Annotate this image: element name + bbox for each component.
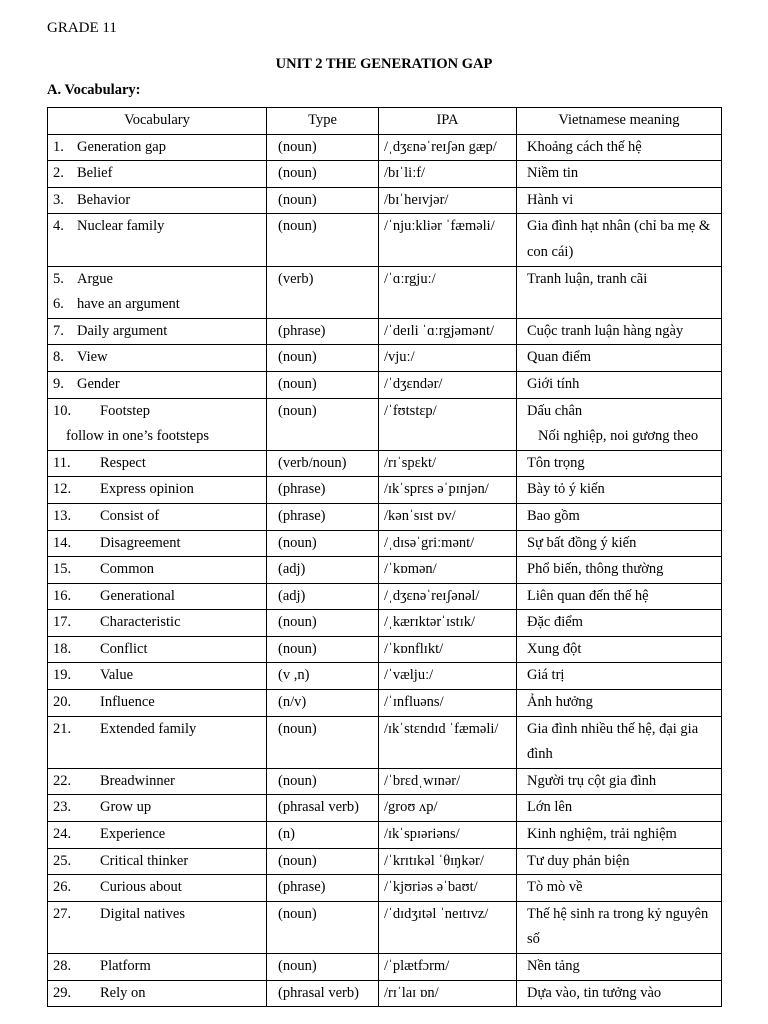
item-number: 17. [53,614,72,631]
vietnamese-meaning-cell [517,134,722,161]
vocabulary-cell [48,530,267,557]
vocabulary-cell [48,557,267,584]
vocabulary-line [53,795,266,821]
vocabulary-word: Common [100,561,154,578]
vocabulary-line [53,769,266,795]
vietnamese-meaning-cell [517,848,722,875]
vietnamese-meaning: Bao gồm [527,507,580,524]
vietnamese-meaning-cell [517,214,722,266]
type-cell: (verb) [267,266,379,318]
vocabulary-cell [48,795,267,822]
table-row [48,610,722,637]
ipa-cell: /ˈplætfɔrm/ [379,954,517,981]
table-row [48,980,722,1007]
vocabulary-cell [48,663,267,690]
vietnamese-meaning-cell [517,716,722,768]
ipa-cell: /rɪˈspɛkt/ [379,450,517,477]
vocabulary-word: Breadwinner [100,772,175,789]
table-row [48,503,722,530]
vocabulary-word: View [77,349,108,366]
vocabulary-table-body [48,108,722,1007]
vocabulary-word: Characteristic [100,614,181,631]
vocabulary-line [53,981,266,1007]
vietnamese-meaning: Dấu chân [527,402,583,419]
table-row [48,318,722,345]
vocabulary-cell [48,134,267,161]
table-row [48,768,722,795]
vietnamese-meaning-cell [517,187,722,214]
vietnamese-meaning-cell [517,954,722,981]
vietnamese-line [527,399,721,425]
ipa-cell: /vjuː/ [379,345,517,372]
vocabulary-cell [48,901,267,953]
type-cell: (verb/noun) [267,450,379,477]
vocabulary-cell [48,822,267,849]
vietnamese-line [527,424,721,450]
vietnamese-meaning-cell [517,345,722,372]
table-row [48,901,722,953]
ipa-cell: /ɪkˈstɛndɪd ˈfæməli/ [379,716,517,768]
vietnamese-meaning: Người trụ cột gia đình [527,772,657,789]
vocabulary-word: have an argument [77,296,180,313]
type-cell: (phrase) [267,503,379,530]
vocabulary-word: Generation gap [77,138,166,155]
item-number: 4. [53,218,64,235]
vietnamese-meaning-cell [517,161,722,188]
item-number: 3. [53,191,64,208]
item-number: 25. [53,852,72,869]
item-number: 13. [53,507,72,524]
vocabulary-cell [48,214,267,266]
vocabulary-word: Conflict [100,640,148,657]
vocabulary-word: Respect [100,454,146,471]
ipa-cell: /ˌdɪsəˈgriːmənt/ [379,530,517,557]
type-cell: (adj) [267,583,379,610]
vietnamese-meaning: Ảnh hưởng [527,694,593,711]
vietnamese-meaning-cell [517,583,722,610]
vocabulary-line [53,584,266,610]
vocabulary-line [53,188,266,214]
vocabulary-word: Extended family [100,720,197,737]
ipa-cell: /ˈbrɛdˌwɪnər/ [379,768,517,795]
vietnamese-meaning-cell [517,557,722,584]
vietnamese-meaning: Kinh nghiệm, trải nghiệm [527,826,677,843]
item-number: 26. [53,879,72,896]
vocabulary-cell [48,187,267,214]
vietnamese-meaning: Cuộc tranh luận hàng ngày [527,322,684,339]
vietnamese-meaning: Liên quan đến thế hệ [527,587,649,604]
item-number: 6. [53,296,64,313]
vocabulary-line [53,954,266,980]
item-number: 27. [53,905,72,922]
vocabulary-cell [48,980,267,1007]
ipa-cell: /bɪˈheɪvjər/ [379,187,517,214]
item-number: 24. [53,826,72,843]
ipa-cell: /ˈkɒmən/ [379,557,517,584]
vocabulary-cell [48,503,267,530]
item-number: 15. [53,561,72,578]
vietnamese-meaning: Sự bất đồng ý kiến [527,534,637,551]
type-cell: (noun) [267,214,379,266]
table-row [48,477,722,504]
vocabulary-word: Disagreement [100,534,181,551]
item-number: 14. [53,534,72,551]
vocabulary-cell [48,875,267,902]
vocabulary-word: Consist of [100,507,160,524]
table-row [48,875,722,902]
table-row [48,663,722,690]
type-cell: (n/v) [267,690,379,717]
table-row [48,161,722,188]
type-cell: (noun) [267,345,379,372]
vocabulary-line [53,135,266,161]
type-cell: (noun) [267,187,379,214]
vietnamese-meaning: Gia đình hạt nhân (chỉ ba mẹ & con cái) [527,218,711,260]
vocabulary-word: Nuclear family [77,218,165,235]
vietnamese-meaning-cell [517,663,722,690]
item-number: 9. [53,375,64,392]
vietnamese-meaning: Giá trị [527,667,565,684]
ipa-cell: /ˈdʒɛndər/ [379,371,517,398]
vocabulary-word: Rely on [100,984,146,1001]
vocabulary-line [53,557,266,583]
item-number: 12. [53,481,72,498]
type-cell: (noun) [267,134,379,161]
vocabulary-word: Value [100,667,134,684]
vocabulary-word: Daily argument [77,322,168,339]
unit-title [0,56,768,73]
vocabulary-line [53,345,266,371]
vietnamese-meaning: Bày tỏ ý kiến [527,481,605,498]
type-cell: (noun) [267,954,379,981]
section-title: A. Vocabulary: [47,82,141,98]
table-row [48,398,722,450]
vocabulary-line [53,610,266,636]
vocabulary-line [53,902,266,928]
ipa-cell: /ˈvæljuː/ [379,663,517,690]
header-ipa: IPA [379,108,517,135]
table-row [48,848,722,875]
vocabulary-line [53,451,266,477]
vietnamese-meaning-cell [517,503,722,530]
ipa-cell: /ˈɑːrgjuː/ [379,266,517,318]
type-cell: (noun) [267,530,379,557]
vietnamese-meaning: Dựa vào, tin tưởng vào [527,984,662,1001]
vietnamese-meaning: Đặc điểm [527,614,583,631]
vocabulary-line [53,690,266,716]
type-cell: (noun) [267,371,379,398]
table-row [48,557,722,584]
table-row [48,345,722,372]
ipa-cell: /ˈɪnfluəns/ [379,690,517,717]
type-cell: (noun) [267,768,379,795]
header-vocabulary: Vocabulary [48,108,267,135]
vietnamese-meaning: Khoảng cách thế hệ [527,138,642,155]
vocabulary-line [53,663,266,689]
type-cell: (noun) [267,901,379,953]
ipa-cell: /ˈkjʊriəs əˈbaʊt/ [379,875,517,902]
vocabulary-cell [48,848,267,875]
grade-label: GRADE 11 [47,20,117,36]
vietnamese-meaning-cell [517,477,722,504]
type-cell: (phrase) [267,318,379,345]
ipa-cell: /ɪkˈsprɛs əˈpɪnjən/ [379,477,517,504]
vocabulary-cell [48,610,267,637]
type-cell: (adj) [267,557,379,584]
vocabulary-word: Footstep [100,402,150,419]
vietnamese-meaning-cell [517,610,722,637]
vocabulary-line [53,849,266,875]
vocabulary-cell [48,716,267,768]
vocabulary-word: Experience [100,826,166,843]
item-number: 2. [53,165,64,182]
vocabulary-word: Critical thinker [100,852,189,869]
table-row [48,954,722,981]
item-number: 18. [53,640,72,657]
table-row [48,214,722,266]
vocabulary-line [53,267,266,293]
ipa-cell: /kənˈsɪst ɒv/ [379,503,517,530]
table-row [48,187,722,214]
vietnamese-meaning: Giới tính [527,375,580,392]
ipa-cell: /rɪˈlaɪ ɒn/ [379,980,517,1007]
ipa-cell: /ˈkɒnflɪkt/ [379,636,517,663]
vietnamese-meaning-cell [517,822,722,849]
type-cell: (v ,n) [267,663,379,690]
vocabulary-line [53,372,266,398]
type-cell: (noun) [267,398,379,450]
ipa-cell: /ˈnjuːkliər ˈfæməli/ [379,214,517,266]
item-number: 5. [53,270,64,287]
vietnamese-meaning-cell [517,450,722,477]
vocabulary-line [53,161,266,187]
vietnamese-meaning-cell [517,266,722,318]
vocabulary-cell [48,477,267,504]
item-number: 22. [53,772,72,789]
header-vietnamese-meaning: Vietnamese meaning [517,108,722,135]
table-row [48,134,722,161]
item-number: 29. [53,984,72,1001]
vocabulary-cell [48,583,267,610]
vocabulary-line [53,822,266,848]
vocabulary-word: Digital natives [100,905,185,922]
item-number: 1. [53,138,64,155]
vietnamese-meaning: Xung đột [527,640,582,657]
table-row [48,822,722,849]
vietnamese-meaning: Gia đình nhiều thế hệ, đại gia đình [527,720,699,763]
type-cell: (noun) [267,161,379,188]
vietnamese-meaning: Tôn trọng [527,454,585,471]
vietnamese-meaning-cell [517,768,722,795]
vietnamese-meaning: Phổ biến, thông thường [527,561,664,578]
vocabulary-line [53,637,266,663]
vocabulary-word: Curious about [100,879,182,896]
vietnamese-meaning: Niềm tin [527,165,579,182]
ipa-cell: /ˈkrɪtɪkəl ˈθɪŋkər/ [379,848,517,875]
vocabulary-word: follow in one’s footsteps [66,428,209,445]
type-cell: (noun) [267,636,379,663]
ipa-cell: /groʊ ʌp/ [379,795,517,822]
vocabulary-word: Behavior [77,191,131,208]
item-number: 11. [53,454,71,471]
unit-title-text: UNIT 2 THE GENERATION GAP [275,56,493,72]
vocabulary-line [53,319,266,345]
ipa-cell: /bɪˈliːf/ [379,161,517,188]
table-row [48,583,722,610]
type-cell: (phrase) [267,875,379,902]
vocabulary-cell [48,450,267,477]
vocabulary-line [53,399,266,425]
vocabulary-table [47,107,722,1007]
vocabulary-word: Grow up [100,799,152,816]
item-number: 23. [53,799,72,816]
vocabulary-cell [48,318,267,345]
item-number: 16. [53,587,72,604]
vocabulary-word: Belief [77,165,113,182]
type-cell: (phrase) [267,477,379,504]
table-row [48,530,722,557]
item-number: 8. [53,349,64,366]
table-row [48,690,722,717]
vocabulary-line [53,477,266,503]
vocabulary-line [53,424,266,450]
ipa-cell: /ˈdeɪli ˈɑːrgjəmənt/ [379,318,517,345]
vocabulary-word: Generational [100,587,175,604]
vietnamese-meaning: Hành vi [527,191,574,208]
vietnamese-meaning-cell [517,690,722,717]
vietnamese-meaning-cell [517,901,722,953]
table-header-row [48,108,722,135]
vietnamese-meaning-cell [517,530,722,557]
vietnamese-meaning-cell [517,398,722,450]
vietnamese-meaning: Thế hệ sinh ra trong kỷ nguyên số [527,905,709,948]
vietnamese-meaning-cell [517,875,722,902]
item-number: 28. [53,958,72,974]
vietnamese-meaning: Nền tảng [527,958,580,974]
type-cell: (noun) [267,610,379,637]
table-row [48,371,722,398]
vietnamese-meaning: Tư duy phản biện [527,852,630,869]
vietnamese-meaning: Nối nghiệp, noi gương theo [538,428,699,445]
vocabulary-cell [48,636,267,663]
type-cell: (phrasal verb) [267,980,379,1007]
type-cell: (n) [267,822,379,849]
ipa-cell: /ˌdʒɛnəˈreɪʃənəl/ [379,583,517,610]
vocabulary-word: Platform [100,958,151,974]
vocabulary-word: Gender [77,375,120,392]
vocabulary-line [53,214,266,240]
vocabulary-cell [48,266,267,318]
vocabulary-cell [48,690,267,717]
vietnamese-meaning: Tranh luận, tranh cãi [527,270,648,287]
table-row [48,266,722,318]
vocabulary-word: Express opinion [100,481,194,498]
ipa-cell: /ɪkˈspɪəriəns/ [379,822,517,849]
vocabulary-cell [48,768,267,795]
vietnamese-meaning-cell [517,318,722,345]
header-type: Type [267,108,379,135]
vietnamese-meaning-cell [517,371,722,398]
item-number: 21. [53,720,72,737]
vietnamese-meaning-cell [517,980,722,1007]
ipa-cell: /ˌkærɪktərˈɪstɪk/ [379,610,517,637]
vietnamese-meaning: Quan điểm [527,349,592,366]
vietnamese-meaning-cell [517,795,722,822]
item-number: 7. [53,322,64,339]
item-number: 10. [53,402,72,419]
table-row [48,450,722,477]
vocabulary-cell [48,954,267,981]
type-cell: (noun) [267,848,379,875]
item-number: 20. [53,694,72,711]
vocabulary-word: Influence [100,694,155,711]
vocabulary-word: Argue [77,270,113,287]
vocabulary-line [53,292,266,318]
vocabulary-line [53,875,266,901]
vocabulary-cell [48,161,267,188]
vietnamese-meaning: Lớn lên [527,799,573,816]
ipa-cell: /ˌdʒɛnəˈreɪʃən gæp/ [379,134,517,161]
vocabulary-line [53,504,266,530]
type-cell: (phrasal verb) [267,795,379,822]
vocabulary-cell [48,398,267,450]
vocabulary-cell [48,345,267,372]
table-row [48,716,722,768]
ipa-cell: /ˈdɪdʒɪtəl ˈneɪtɪvz/ [379,901,517,953]
vietnamese-meaning-cell [517,636,722,663]
vocabulary-cell [48,371,267,398]
type-cell: (noun) [267,716,379,768]
ipa-cell: /ˈfʊtstɛp/ [379,398,517,450]
vocabulary-line [53,717,266,743]
vocabulary-line [53,531,266,557]
table-row [48,636,722,663]
vietnamese-meaning: Tò mò về [527,879,583,896]
table-row [48,795,722,822]
item-number: 19. [53,667,72,684]
